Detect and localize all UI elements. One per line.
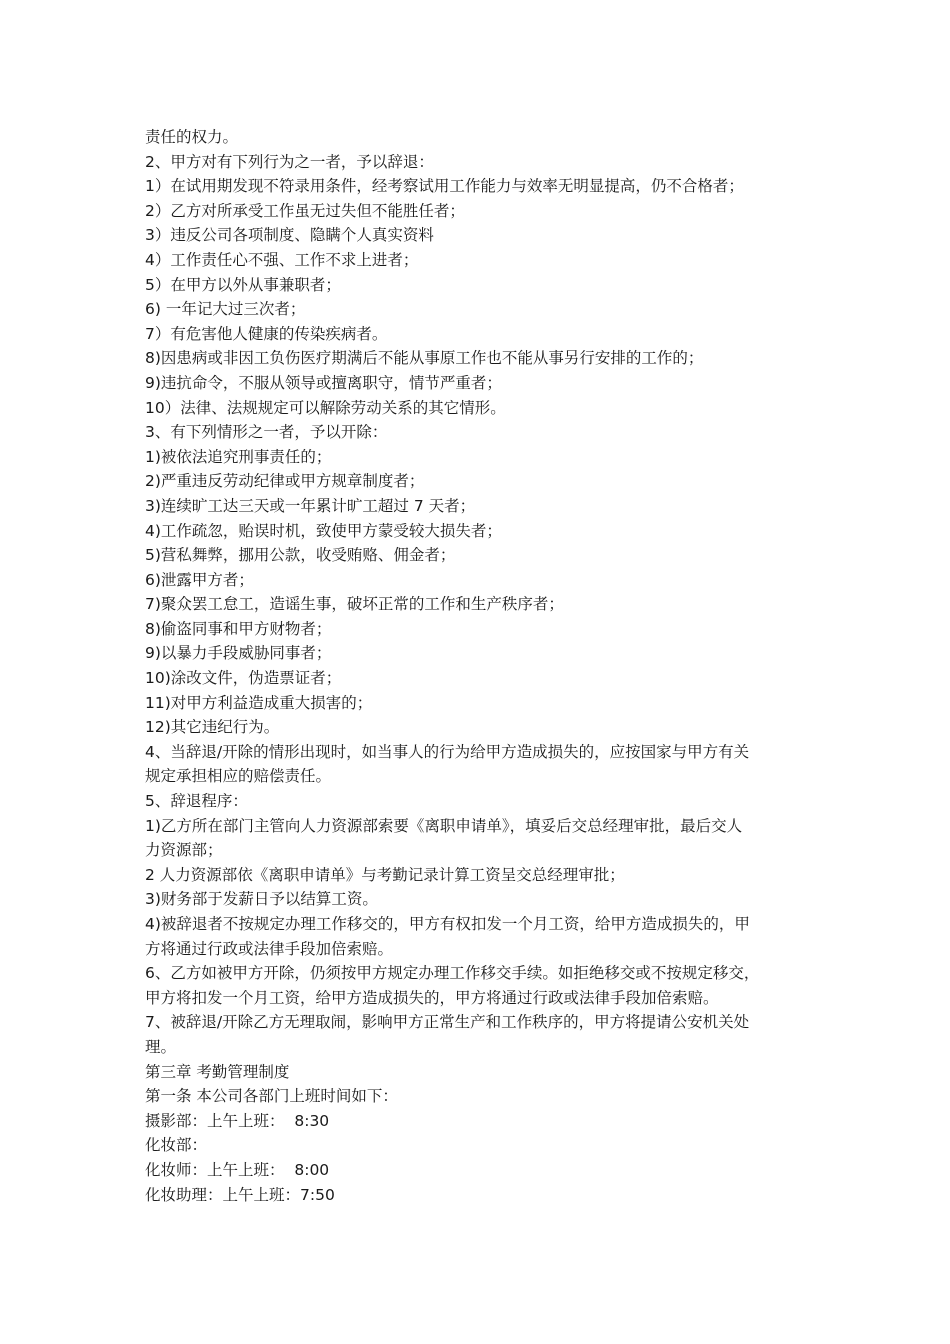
text-line: 10）法律、法规规定可以解除劳动关系的其它情形。 (145, 398, 506, 417)
text-line: 5)营私舞弊，挪用公款，收受贿赂、佣金者； (145, 546, 456, 565)
text-line: 力资源部； (145, 841, 223, 860)
text-line: 4)被辞退者不按规定办理工作移交的，甲方有权扣发一个月工资，给甲方造成损失的，甲 (145, 915, 750, 933)
text-line: 4、当辞退/开除的情形出现时，如当事人的行为给甲方造成损失的，应按国家与甲方有关 (145, 742, 750, 761)
text-line: 7)聚众罢工怠工，造谣生事，破坏正常的工作和生产秩序者； (145, 595, 564, 614)
text-line: 10)涂改文件，伪造票证者； (145, 669, 342, 688)
text-line: 4)工作疏忽，贻误时机，致使甲方蒙受较大损失者； (145, 521, 502, 540)
text-line: 理。 (145, 1037, 177, 1056)
text-line: 甲方将扣发一个月工资，给甲方造成损失的，甲方将通过行政或法律手段加倍索赔。 (145, 988, 719, 1007)
text-line: 2）乙方对所承受工作虽无过失但不能胜任者； (145, 201, 465, 220)
schedule-line: 摄影部：上午上班： 8:30 (145, 1111, 330, 1130)
text-line: 6)泄露甲方者； (145, 570, 254, 589)
text-line: 2、甲方对有下列行为之一者，予以辞退： (145, 152, 434, 171)
text-line: 规定承担相应的赔偿责任。 (145, 767, 332, 786)
text-line: 4）工作责任心不强、工作不求上进者； (145, 250, 419, 269)
text-line: 3）违反公司各项制度、隐瞒个人真实资料 (145, 226, 434, 245)
chapter-title: 第三章 考勤管理制度 (145, 1062, 290, 1081)
text-line: 8)偷盗同事和甲方财物者； (145, 619, 332, 638)
text-line: 9)违抗命令，不服从领导或擅离职守，情节严重者； (145, 373, 502, 392)
text-line: 1)被依法追究刑事责任的； (145, 447, 332, 466)
text-line: 3)连续旷工达三天或一年累计旷工超过 7 天者； (145, 496, 476, 515)
text-line: 方将通过行政或法律手段加倍索赔。 (145, 939, 394, 958)
schedule-line: 化妆部： (145, 1136, 208, 1155)
text-line: 7、被辞退/开除乙方无理取闹，影响甲方正常生产和工作秩序的，甲方将提请公安机关处 (145, 1013, 750, 1032)
text-line: 8)因患病或非因工负伤医疗期满后不能从事原工作也不能从事另行安排的工作的； (145, 349, 704, 368)
text-line: 第一条 本公司各部门上班时间如下： (145, 1087, 398, 1106)
text-line: 2)严重违反劳动纪律或甲方规章制度者； (145, 472, 425, 491)
text-line: 11)对甲方利益造成重大损害的； (145, 693, 373, 712)
text-line: 1)乙方所在部门主管向人力资源部索要《离职申请单》，填妥后交总经理审批，最后交人 (145, 816, 743, 835)
text-line: 12)其它违纪行为。 (145, 718, 280, 737)
section-heading: 3、有下列情形之一者，予以开除： (145, 423, 388, 442)
text-line: 7）有危害他人健康的传染疾病者。 (145, 324, 388, 343)
text-line: 2 人力资源部依《离职申请单》与考勤记录计算工资呈交总经理审批； (145, 865, 625, 884)
schedule-line: 化妆助理：上午上班：7:50 (145, 1185, 335, 1204)
section-heading: 5、辞退程序： (145, 792, 248, 811)
document-body (145, 125, 813, 1207)
text-line: 5）在甲方以外从事兼职者； (145, 275, 341, 294)
text-line: 3)财务部于发薪日予以结算工资。 (145, 890, 378, 909)
text-line: 6) 一年记大过三次者； (145, 300, 306, 319)
text-line: 1）在试用期发现不符录用条件，经考察试用工作能力与效率无明显提高，仍不合格者； (145, 177, 744, 196)
text-line: 9)以暴力手段威胁同事者； (145, 644, 332, 663)
text-line: 责任的权力。 (145, 128, 239, 146)
schedule-line: 化妆师：上午上班： 8:00 (145, 1160, 330, 1179)
text-line: 6、乙方如被甲方开除，仍须按甲方规定办理工作移交手续。如拒绝移交或不按规定移交， (145, 964, 760, 983)
